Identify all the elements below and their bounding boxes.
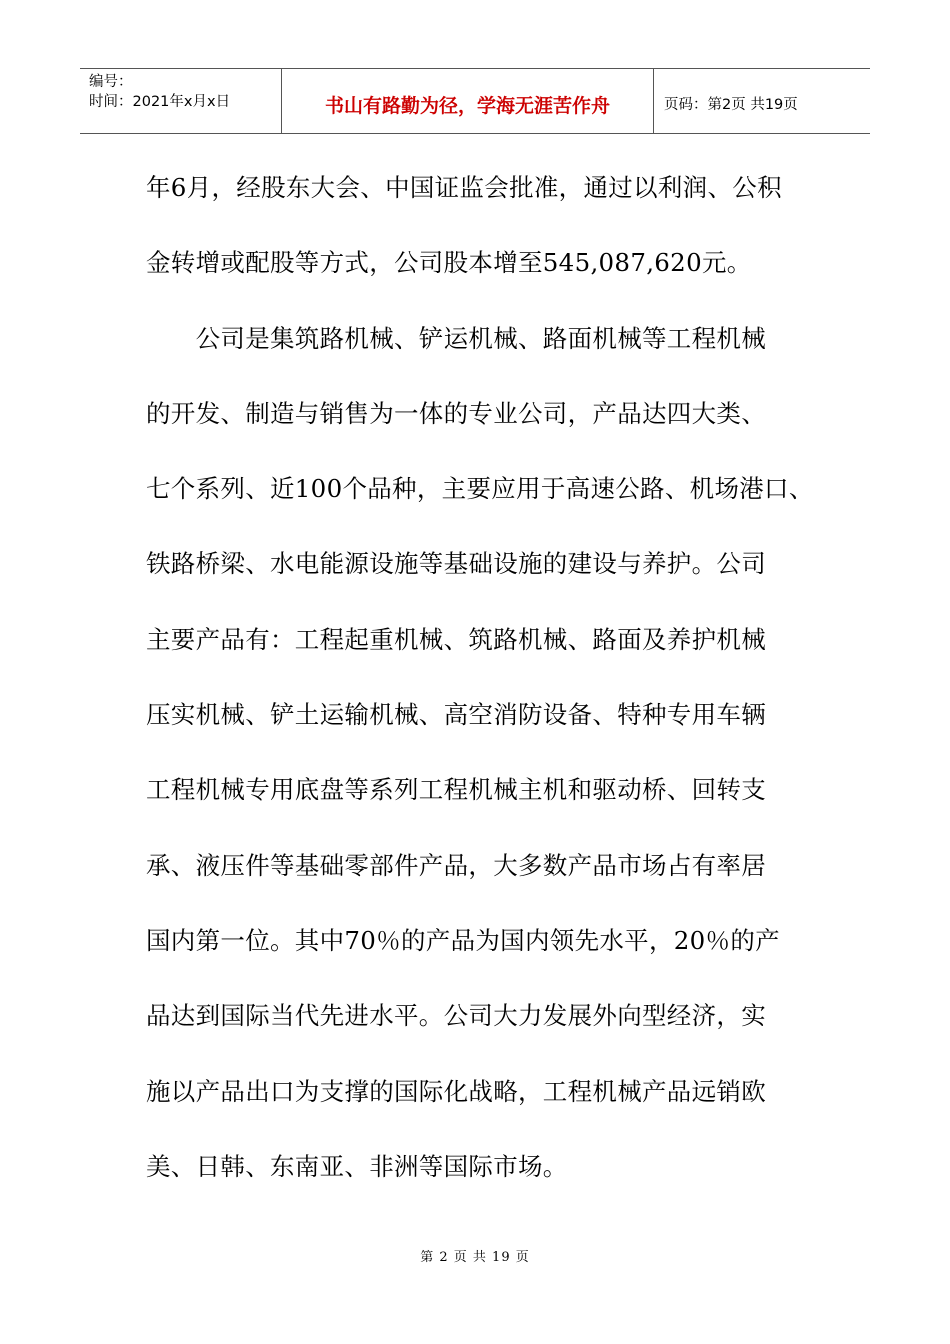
text-line: 年6月，经股东大会、中国证监会批准，通过以利润、公积 — [146, 173, 782, 202]
text-line: 承、液压件等基础零部件产品，大多数产品市场占有率居 — [146, 850, 766, 880]
document-number-label: 编号： — [89, 74, 133, 90]
text-line: 国内第一位。其中70％的产品为国内领先水平，20％的产 — [146, 925, 780, 955]
text-line: 主要产品有：工程起重机械、筑路机械、路面及养护机械 — [146, 624, 766, 654]
text-line: 铁路桥梁、水电能源设施等基础设施的建设与养护。公司 — [146, 549, 766, 579]
text-line: 公司是集筑路机械、铲运机械、路面机械等工程机械 — [146, 323, 766, 353]
page-footer: 第 2 页 共 19 页 — [420, 1250, 530, 1265]
text-line: 美、日韩、东南亚、非洲等国际市场。 — [146, 1151, 568, 1181]
header-page-info: 页码：第2页 共19页 — [664, 96, 798, 113]
text-line: 工程机械专用底盘等系列工程机械主机和驱动桥、回转支 — [146, 775, 766, 805]
text-line: 压实机械、铲土运输机械、高空消防设备、特种专用车辆 — [146, 700, 766, 730]
document-time: 时间：2021年x月x日 — [89, 94, 231, 110]
header-meta — [80, 69, 282, 133]
text-line: 的开发、制造与销售为一体的专业公司，产品达四大类、 — [146, 398, 766, 428]
text-line: 施以产品出口为支撑的国际化战略，工程机械产品远销欧 — [146, 1076, 766, 1106]
text-line: 金转增或配股等方式，公司股本增至545,087,620元。 — [146, 248, 752, 278]
page-header — [80, 68, 870, 134]
text-line: 七个系列、近100个品种，主要应用于高速公路、机场港口、 — [146, 474, 814, 504]
header-motto: 书山有路勤为径，学海无涯苦作舟 — [282, 69, 654, 133]
document-body — [146, 150, 836, 1204]
text-line: 品达到国际当代先进水平。公司大力发展外向型经济，实 — [146, 1001, 766, 1031]
